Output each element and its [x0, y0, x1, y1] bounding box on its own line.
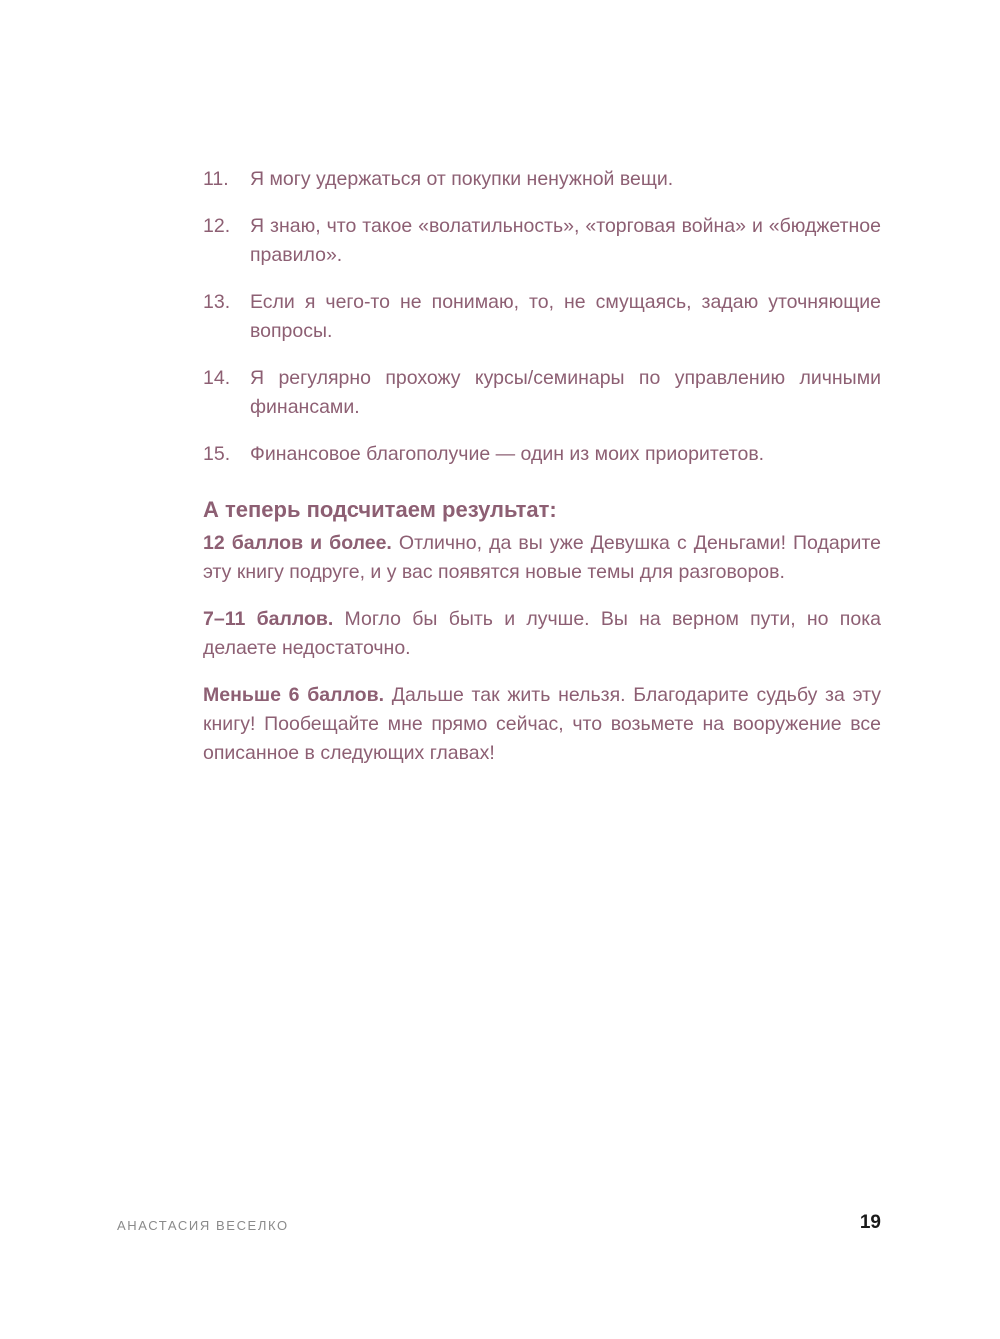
item-number: 15. — [203, 443, 231, 465]
result-paragraph — [203, 529, 881, 587]
result-lead: Меньше 6 баллов. — [203, 684, 384, 706]
result-paragraph — [203, 605, 881, 663]
result-lead: 7–11 баллов. — [203, 608, 334, 630]
item-number: 11. — [203, 168, 229, 190]
results-heading: А теперь подсчитаем результат: — [203, 497, 557, 522]
item-text: Финансовое благополучие — один из моих приоритетов. — [250, 443, 765, 465]
list-item — [203, 165, 881, 194]
result-text: Отлично, да вы уже Девушка с Деньгами! Подарите эту книгу подруге, и у вас появятся новые темы для разговоров. — [203, 532, 881, 583]
page-number: 19 — [859, 1212, 881, 1233]
result-paragraph — [203, 681, 881, 768]
list-item — [203, 440, 881, 469]
result-text: Могло бы быть и лучше. Вы на верном пути, но пока делаете недостаточно. — [203, 608, 881, 659]
page-content — [203, 165, 881, 786]
result-lead: 12 баллов и более. — [203, 532, 392, 554]
footer-author: АНАСТАСИЯ ВЕСЕЛКО — [117, 1218, 289, 1233]
list-item — [203, 212, 881, 270]
item-text: Я могу удержаться от покупки ненужной вещи. — [250, 168, 674, 190]
item-number: 13. — [203, 291, 231, 313]
list-item — [203, 288, 881, 346]
item-number: 14. — [203, 367, 231, 389]
item-text: Я регулярно прохожу курсы/семинары по управлению личными финансами. — [250, 367, 881, 418]
list-item — [203, 364, 881, 422]
result-text: Дальше так жить нельзя. Благодарите судьбу за эту книгу! Пообещайте мне прямо сейчас, что возьмете на вооружение все описанное в следующих главах! — [203, 684, 882, 764]
statement-list — [203, 165, 881, 469]
item-text: Я знаю, что такое «волатильность», «торговая война» и «бюджетное правило». — [250, 215, 881, 266]
item-text: Если я чего-то не понимаю, то, не смущаясь, задаю уточняющие вопросы. — [250, 291, 881, 342]
item-number: 12. — [203, 215, 231, 237]
